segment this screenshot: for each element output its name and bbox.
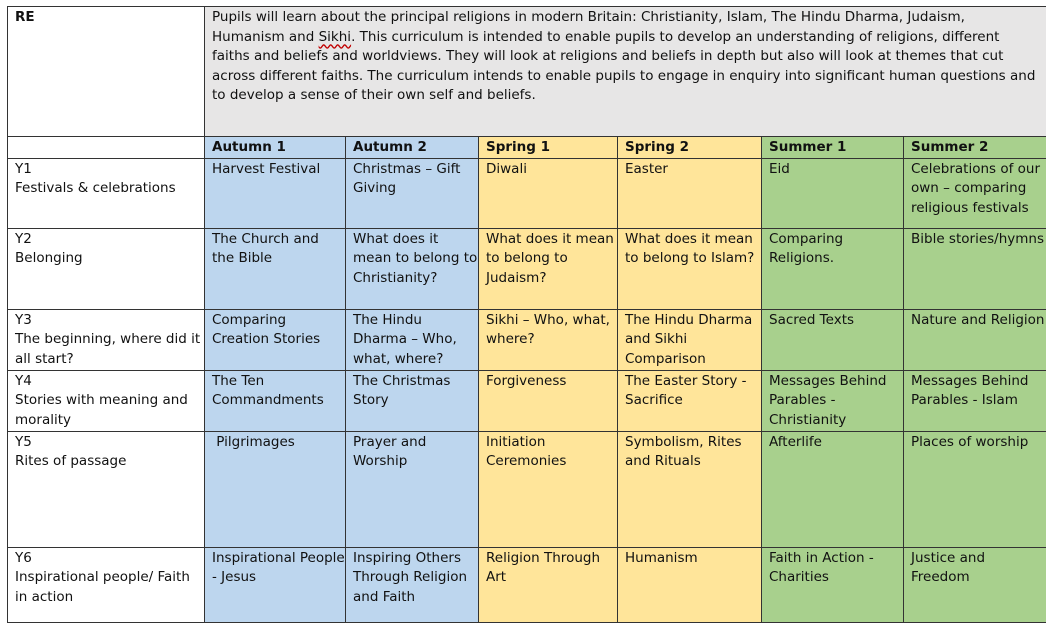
topic-cell: The Christmas Story [346, 370, 479, 431]
topic-cell: Eid [762, 158, 904, 228]
topic-cell: The Ten Commandments [205, 370, 346, 431]
topic-cell: The Easter Story - Sacrifice [618, 370, 762, 431]
topic-cell: Bible stories/hymns [904, 228, 1046, 309]
year-theme: The beginning, where did it all start? [15, 331, 201, 367]
year-row-y3 [8, 309, 1046, 370]
topic-cell: Messages Behind Parables - Christianity [762, 370, 904, 431]
curriculum-intro [205, 7, 1046, 137]
year-cell [8, 370, 205, 431]
topic-cell: The Church and the Bible [205, 228, 346, 309]
year-row-y5 [8, 431, 1046, 547]
year-cell [8, 431, 205, 547]
topic-cell: What does it mean to belong to Christianity? [346, 228, 479, 309]
year-row-y2 [8, 228, 1046, 309]
topic-cell: What does it mean to belong to Judaism? [479, 228, 618, 309]
intro-text-2: . This curriculum is intended to enable pupils to develop an understanding of religions, different faiths and beliefs and worldviews. They will look at religions and beliefs in depth but also will look at themes that cut across different faiths. The curriculum intends to enable pupils to engage in enquiry into significant human questions and to develop a sense of their own self and beliefs. [212, 28, 1036, 103]
year-theme: Stories with meaning and morality [15, 392, 188, 428]
topic-cell: Messages Behind Parables - Islam [904, 370, 1046, 431]
intro-row [8, 7, 1046, 137]
topic-cell: Nature and Religion [904, 309, 1046, 370]
topic-cell: Diwali [479, 158, 618, 228]
topic-cell: Prayer and Worship [346, 431, 479, 547]
topic-cell: Justice and Freedom [904, 547, 1046, 622]
year-theme: Rites of passage [15, 453, 127, 469]
term-header: Summer 2 [904, 137, 1046, 159]
year-label: Y4 [15, 372, 32, 389]
topic-cell: The Hindu Dharma and Sikhi Comparison [618, 309, 762, 370]
topic-cell: Celebrations of our own – comparing religious festivals [904, 158, 1046, 228]
re-curriculum-table [7, 6, 1046, 623]
year-theme: Inspirational people/ Faith in action [15, 569, 190, 605]
term-header: Summer 1 [762, 137, 904, 159]
topic-cell: Inspirational People - Jesus [205, 547, 346, 622]
intro-sikhi-word: Sikhi [318, 28, 352, 45]
term-header: Autumn 2 [346, 137, 479, 159]
year-row-y6 [8, 547, 1046, 622]
topic-cell: Places of worship [904, 431, 1046, 547]
year-cell [8, 547, 205, 622]
year-label: Y6 [15, 549, 32, 566]
term-header: Spring 2 [618, 137, 762, 159]
topic-cell: Pilgrimages [205, 431, 346, 547]
year-theme: Festivals & celebrations [15, 180, 176, 196]
topic-cell: Inspiring Others Through Religion and Faith [346, 547, 479, 622]
topic-cell: What does it mean to belong to Islam? [618, 228, 762, 309]
term-header: Autumn 1 [205, 137, 346, 159]
topic-cell: Harvest Festival [205, 158, 346, 228]
year-label: Y5 [15, 433, 32, 450]
subject-title: RE [15, 9, 35, 25]
header-blank-cell [8, 137, 205, 159]
topic-cell: Forgiveness [479, 370, 618, 431]
year-cell [8, 309, 205, 370]
topic-cell: Humanism [618, 547, 762, 622]
year-cell [8, 228, 205, 309]
year-label: Y2 [15, 230, 32, 247]
topic-cell: Initiation Ceremonies [479, 431, 618, 547]
year-label: Y1 [15, 160, 32, 177]
subject-cell [8, 7, 205, 137]
year-row-y1 [8, 158, 1046, 228]
topic-cell: Comparing Religions. [762, 228, 904, 309]
term-header-row [8, 137, 1046, 159]
year-label: Y3 [15, 311, 32, 328]
term-header: Spring 1 [479, 137, 618, 159]
intro-text-1: Pupils will learn about the principal religions in modern Britain: Christianity, Islam, The Hindu Dharma, Judaism, Humanism and [212, 9, 965, 45]
topic-cell: Afterlife [762, 431, 904, 547]
year-cell [8, 158, 205, 228]
topic-cell: Christmas – Gift Giving [346, 158, 479, 228]
topic-cell: Religion Through Art [479, 547, 618, 622]
year-theme: Belonging [15, 250, 83, 266]
topic-cell: The Hindu Dharma – Who, what, where? [346, 309, 479, 370]
topic-cell: Comparing Creation Stories [205, 309, 346, 370]
topic-cell: Faith in Action - Charities [762, 547, 904, 622]
year-row-y4 [8, 370, 1046, 431]
topic-cell: Sacred Texts [762, 309, 904, 370]
topic-cell: Easter [618, 158, 762, 228]
topic-cell: Symbolism, Rites and Rituals [618, 431, 762, 547]
topic-cell: Sikhi – Who, what, where? [479, 309, 618, 370]
